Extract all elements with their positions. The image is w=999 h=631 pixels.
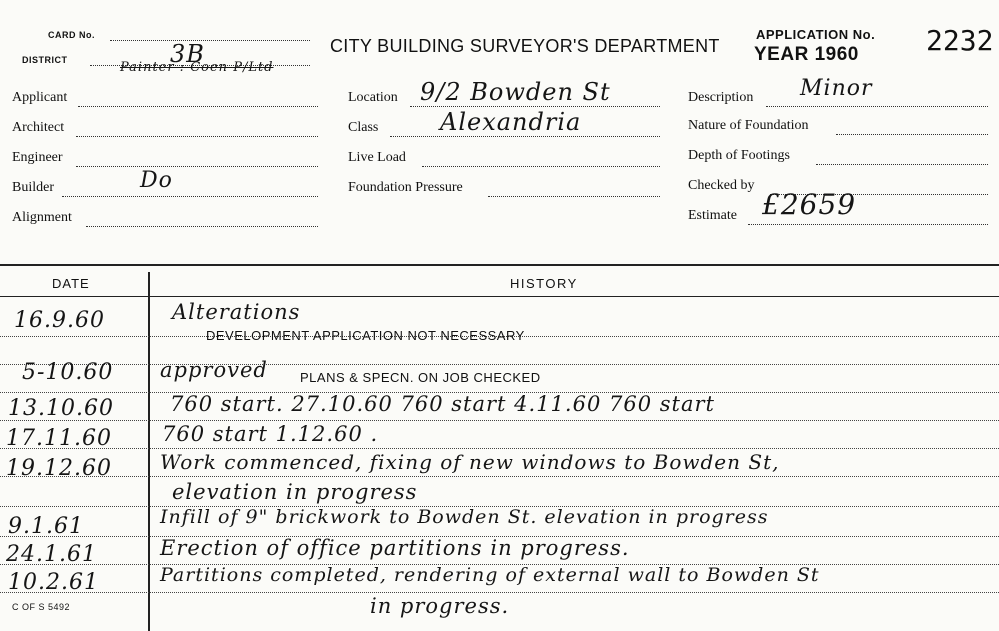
application-no-label: APPLICATION No.: [756, 27, 876, 42]
row-date: 17.11.60: [6, 426, 112, 451]
card-no-line: [110, 40, 310, 41]
alignment-line: [86, 226, 318, 227]
row-date: 5-10.60: [22, 360, 114, 385]
nature-foundation-line: [836, 134, 988, 135]
class-line: [390, 136, 660, 137]
row-rule: [0, 420, 999, 421]
development-stamp: DEVELOPMENT APPLICATION NOT NECESSARY: [206, 328, 525, 343]
row-history: Alterations: [172, 300, 301, 324]
location-line: [410, 106, 660, 107]
row-history: elevation in progress: [172, 480, 418, 504]
live-load-label: Live Load: [348, 150, 406, 165]
row-date: 13.10.60: [8, 396, 114, 421]
year-label: YEAR 1960: [754, 44, 859, 65]
architect-label: Architect: [12, 120, 65, 135]
class-value: Alexandria: [440, 108, 582, 136]
builder-line: [62, 196, 318, 197]
description-value: Minor: [800, 76, 873, 101]
card-no-label: CARD No.: [48, 30, 95, 40]
row-date: 9.1.61: [8, 514, 84, 539]
foundation-pressure-label: Foundation Pressure: [348, 180, 463, 195]
district-label: DISTRICT: [22, 55, 68, 65]
estimate-label: Estimate: [688, 208, 737, 223]
estimate-line: [748, 224, 988, 225]
alignment-label: Alignment: [12, 210, 72, 225]
class-label: Class: [348, 120, 379, 135]
row-history: 760 start 1.12.60 .: [162, 422, 379, 446]
row-rule: [0, 364, 999, 365]
row-history: Infill of 9" brickwork to Bowden St. elevation in progress: [160, 506, 769, 528]
architect-line: [76, 136, 318, 137]
row-history: in progress.: [370, 594, 510, 618]
history-header: HISTORY: [510, 276, 578, 291]
live-load-line: [422, 166, 660, 167]
row-rule: [0, 592, 999, 593]
builder-value: Do: [140, 168, 173, 193]
form-code: C OF S 5492: [12, 602, 71, 612]
row-history: Erection of office partitions in progress.: [160, 536, 630, 560]
department-title: CITY BUILDING SURVEYOR'S DEPARTMENT: [330, 36, 720, 56]
applicant-line: [78, 106, 318, 107]
application-no-value: 2232: [926, 24, 994, 57]
depth-footings-line: [816, 164, 988, 165]
checked-by-label: Checked by: [688, 178, 755, 193]
description-line: [766, 106, 988, 107]
builder-label: Builder: [12, 180, 54, 195]
plans-stamp: PLANS & SPECN. ON JOB CHECKED: [300, 370, 541, 385]
row-date: 16.9.60: [14, 308, 105, 333]
row-history: Partitions completed, rendering of external wall to Bowden St: [160, 564, 820, 586]
row-history: approved: [160, 358, 268, 382]
foundation-pressure-line: [488, 196, 660, 197]
depth-footings-label: Depth of Footings: [688, 148, 790, 163]
row-date: 10.2.61: [8, 570, 99, 595]
applicant-label: Applicant: [12, 90, 68, 105]
location-value: 9/2 Bowden St: [420, 78, 611, 106]
row-rule: [0, 476, 999, 477]
date-column-divider: [148, 272, 150, 631]
row-date: 24.1.61: [6, 542, 97, 567]
row-date: 19.12.60: [6, 456, 112, 481]
engineer-line: [76, 166, 318, 167]
estimate-value: £2659: [762, 188, 857, 221]
section-divider: [0, 264, 999, 266]
date-header: DATE: [52, 276, 90, 291]
district-value: 3B: [170, 40, 205, 68]
row-rule: [0, 448, 999, 449]
description-label: Description: [688, 90, 754, 105]
nature-foundation-label: Nature of Foundation: [688, 118, 809, 133]
engineer-label: Engineer: [12, 150, 63, 165]
applicant-note: Painter : Coen P/Ltd: [120, 60, 274, 75]
row-history: Work commenced, fixing of new windows to Bowden St,: [160, 450, 780, 474]
location-label: Location: [348, 90, 398, 105]
row-history: 760 start. 27.10.60 760 start 4.11.60 760 start: [170, 392, 715, 416]
